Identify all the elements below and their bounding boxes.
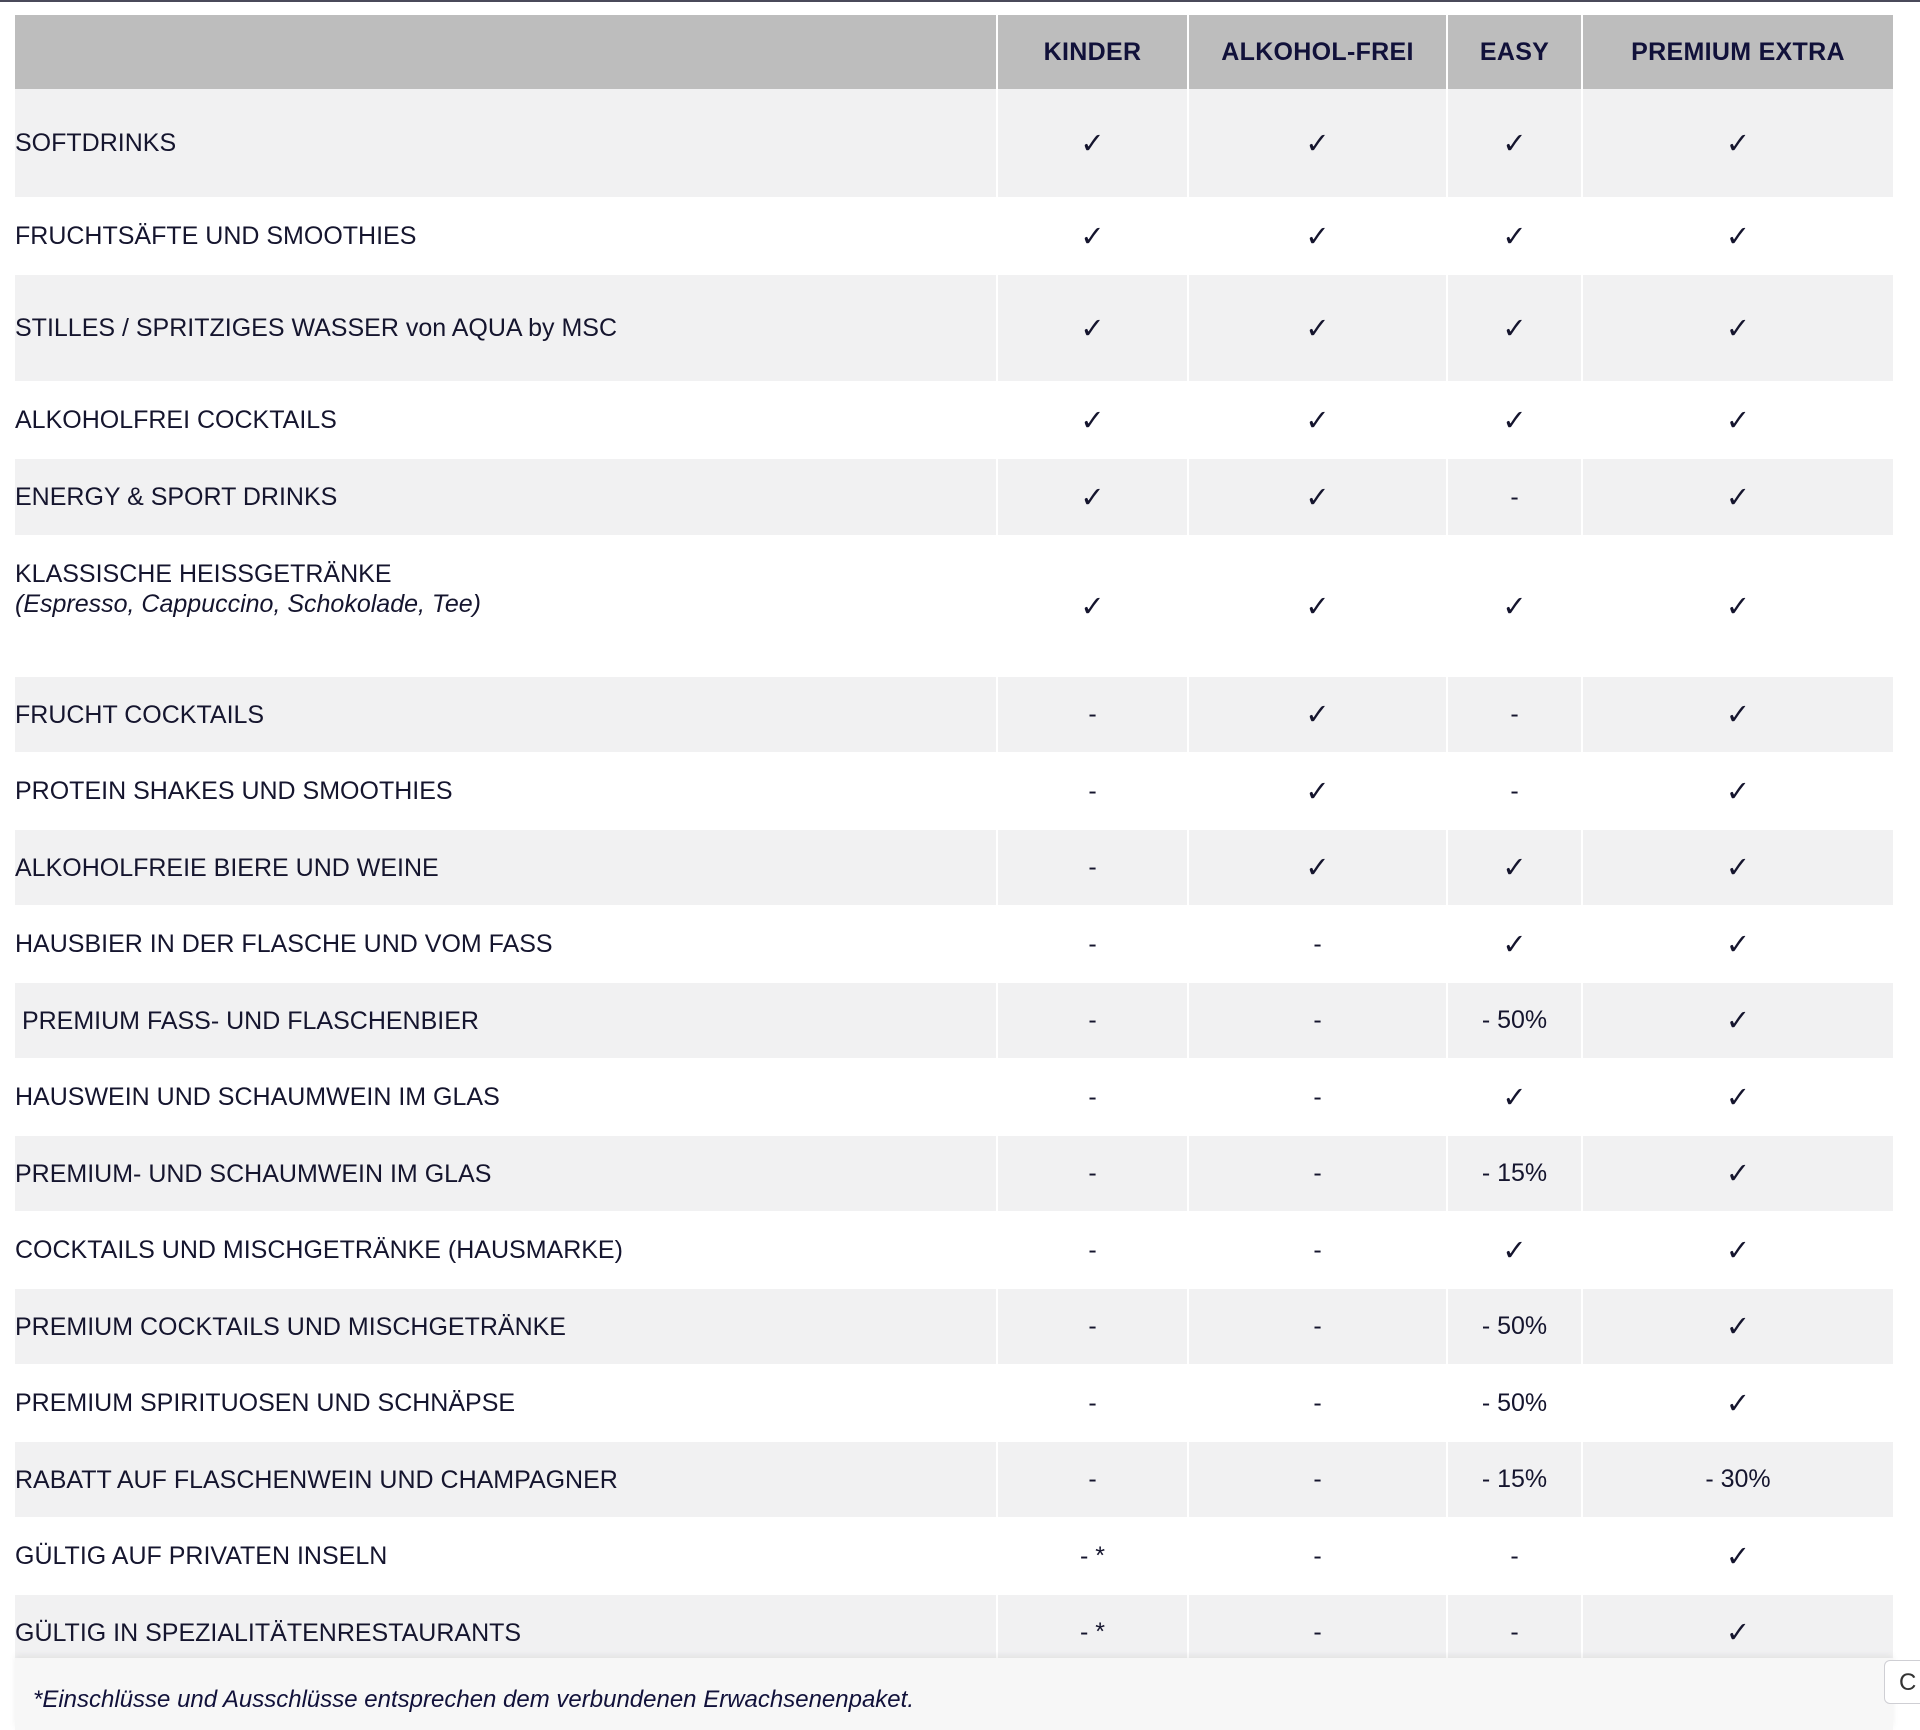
cell-alkohol-frei: - — [1188, 1211, 1447, 1289]
table-row — [15, 752, 1893, 830]
feature-cell — [15, 1364, 997, 1442]
feature-cell — [15, 1442, 997, 1517]
cell-alkohol-frei: - — [1188, 1058, 1447, 1136]
feature-cell — [15, 459, 997, 535]
cell-kinder: - — [997, 830, 1188, 905]
table-row — [15, 197, 1893, 275]
cell-alkohol-frei: ✓ — [1188, 89, 1447, 197]
cell-alkohol-frei: ✓ — [1188, 381, 1447, 459]
feature-cell — [15, 89, 997, 197]
table-header-row — [15, 15, 1893, 89]
feature-cell — [15, 1136, 997, 1211]
cell-alkohol-frei: - — [1188, 1364, 1447, 1442]
cell-kinder: - — [997, 677, 1188, 752]
cell-easy: ✓ — [1447, 535, 1582, 677]
cell-kinder: - * — [997, 1595, 1188, 1670]
table-row — [15, 830, 1893, 905]
cell-premium-extra: ✓ — [1582, 535, 1893, 677]
table-row — [15, 1364, 1893, 1442]
cell-kinder: - — [997, 905, 1188, 983]
feature-label: STILLES / SPRITZIGES WASSER von AQUA by MSC — [15, 314, 618, 342]
feature-label: GÜLTIG IN SPEZIALITÄTENRESTAURANTS — [15, 1618, 522, 1647]
cell-alkohol-frei: ✓ — [1188, 752, 1447, 830]
cell-alkohol-frei: ✓ — [1188, 275, 1447, 381]
feature-label: PREMIUM COCKTAILS UND MISCHGETRÄNKE — [15, 1312, 566, 1341]
feature-label: ALKOHOLFREI COCKTAILS — [15, 406, 337, 434]
feature-cell — [15, 1517, 997, 1595]
header-easy: EASY — [1447, 15, 1582, 89]
cell-premium-extra: ✓ — [1582, 752, 1893, 830]
table-row — [15, 1442, 1893, 1517]
feature-label: ENERGY & SPORT DRINKS — [15, 483, 338, 511]
cell-premium-extra: ✓ — [1582, 1595, 1893, 1670]
cell-kinder: ✓ — [997, 197, 1188, 275]
feature-label: FRUCHT COCKTAILS — [15, 700, 265, 729]
feature-cell — [15, 1211, 997, 1289]
cell-easy: - 15% — [1447, 1442, 1582, 1517]
feature-cell — [15, 1058, 997, 1136]
cell-easy: - — [1447, 459, 1582, 535]
cell-easy: ✓ — [1447, 905, 1582, 983]
cell-alkohol-frei: - — [1188, 1136, 1447, 1211]
cell-premium-extra: ✓ — [1582, 677, 1893, 752]
feature-cell — [15, 752, 997, 830]
cell-premium-extra: ✓ — [1582, 275, 1893, 381]
feature-label: COCKTAILS UND MISCHGETRÄNKE (HAUSMARKE) — [15, 1236, 623, 1264]
feature-label: HAUSBIER IN DER FLASCHE UND VOM FASS — [15, 930, 553, 958]
cell-alkohol-frei: ✓ — [1188, 459, 1447, 535]
cell-premium-extra: ✓ — [1582, 1517, 1893, 1595]
cell-premium-extra: ✓ — [1582, 459, 1893, 535]
table-row — [15, 459, 1893, 535]
cell-kinder: - * — [997, 1517, 1188, 1595]
header-kinder: KINDER — [997, 15, 1188, 89]
feature-label: KLASSISCHE HEISSGETRÄNKE — [15, 560, 392, 588]
cell-easy: - — [1447, 752, 1582, 830]
cell-easy: ✓ — [1447, 197, 1582, 275]
cell-alkohol-frei: - — [1188, 1442, 1447, 1517]
cell-alkohol-frei: - — [1188, 1517, 1447, 1595]
cell-alkohol-frei: ✓ — [1188, 535, 1447, 677]
cell-kinder: ✓ — [997, 535, 1188, 677]
feature-label: FRUCHTSÄFTE UND SMOOTHIES — [15, 222, 417, 250]
cell-premium-extra: ✓ — [1582, 1136, 1893, 1211]
feature-cell — [15, 905, 997, 983]
cell-easy: - 15% — [1447, 1136, 1582, 1211]
cell-premium-extra: ✓ — [1582, 905, 1893, 983]
feature-label: PREMIUM FASS- UND FLASCHENBIER — [15, 1006, 479, 1035]
feature-label: PROTEIN SHAKES UND SMOOTHIES — [15, 777, 453, 805]
cell-kinder: ✓ — [997, 89, 1188, 197]
feature-cell — [15, 535, 997, 677]
cell-easy: ✓ — [1447, 1211, 1582, 1289]
table-row — [15, 275, 1893, 381]
feature-cell — [15, 677, 997, 752]
footnote-text: *Einschlüsse und Ausschlüsse entsprechen dem verbundenen Erwachsenenpaket. — [33, 1686, 914, 1713]
cell-easy: - 50% — [1447, 1364, 1582, 1442]
cell-kinder: - — [997, 983, 1188, 1058]
cell-easy: ✓ — [1447, 1058, 1582, 1136]
cell-easy: - — [1447, 1517, 1582, 1595]
cell-easy: ✓ — [1447, 275, 1582, 381]
cell-premium-extra: ✓ — [1582, 983, 1893, 1058]
cell-kinder: - — [997, 1211, 1188, 1289]
header-feature — [15, 15, 997, 89]
footnote-bar — [15, 1658, 1893, 1730]
feature-label: HAUSWEIN UND SCHAUMWEIN IM GLAS — [15, 1083, 500, 1111]
top-border — [0, 0, 1920, 2]
cell-alkohol-frei: ✓ — [1188, 197, 1447, 275]
feature-cell — [15, 830, 997, 905]
feature-label: ALKOHOLFREIE BIERE UND WEINE — [15, 853, 439, 882]
table-row — [15, 905, 1893, 983]
cell-premium-extra: - 30% — [1582, 1442, 1893, 1517]
table-row — [15, 1289, 1893, 1364]
feature-label: SOFTDRINKS — [15, 129, 177, 157]
cell-easy: ✓ — [1447, 830, 1582, 905]
cell-easy: ✓ — [1447, 381, 1582, 459]
cell-premium-extra: ✓ — [1582, 1289, 1893, 1364]
table-row — [15, 1058, 1893, 1136]
cell-premium-extra: ✓ — [1582, 1058, 1893, 1136]
feature-cell — [15, 197, 997, 275]
feature-sublabel: (Espresso, Cappuccino, Schokolade, Tee) — [15, 590, 482, 618]
feature-label: PREMIUM SPIRITUOSEN UND SCHNÄPSE — [15, 1389, 516, 1417]
cell-alkohol-frei: ✓ — [1188, 677, 1447, 752]
cell-premium-extra: ✓ — [1582, 1364, 1893, 1442]
cell-kinder: - — [997, 1364, 1188, 1442]
corner-button[interactable]: C — [1884, 1660, 1920, 1704]
cell-easy: - — [1447, 1595, 1582, 1670]
cell-kinder: ✓ — [997, 459, 1188, 535]
cell-premium-extra: ✓ — [1582, 381, 1893, 459]
cell-alkohol-frei: - — [1188, 1289, 1447, 1364]
cell-premium-extra: ✓ — [1582, 1211, 1893, 1289]
header-alkohol-frei: ALKOHOL-FREI — [1188, 15, 1447, 89]
cell-kinder: - — [997, 752, 1188, 830]
feature-cell — [15, 1289, 997, 1364]
drink-package-table — [15, 15, 1893, 1670]
cell-alkohol-frei: - — [1188, 1595, 1447, 1670]
table-row — [15, 381, 1893, 459]
table-row — [15, 535, 1893, 677]
cell-easy: ✓ — [1447, 89, 1582, 197]
table-row — [15, 983, 1893, 1058]
feature-cell — [15, 381, 997, 459]
table-row — [15, 89, 1893, 197]
cell-kinder: - — [997, 1289, 1188, 1364]
table-row — [15, 677, 1893, 752]
cell-alkohol-frei: - — [1188, 905, 1447, 983]
cell-easy: - 50% — [1447, 1289, 1582, 1364]
cell-premium-extra: ✓ — [1582, 89, 1893, 197]
table-row — [15, 1517, 1893, 1595]
cell-alkohol-frei: ✓ — [1188, 830, 1447, 905]
cell-kinder: ✓ — [997, 275, 1188, 381]
cell-premium-extra: ✓ — [1582, 197, 1893, 275]
cell-kinder: - — [997, 1058, 1188, 1136]
cell-easy: - — [1447, 677, 1582, 752]
cell-premium-extra: ✓ — [1582, 830, 1893, 905]
feature-label: GÜLTIG AUF PRIVATEN INSELN — [15, 1542, 388, 1570]
feature-cell — [15, 983, 997, 1058]
cell-kinder: - — [997, 1442, 1188, 1517]
cell-alkohol-frei: - — [1188, 983, 1447, 1058]
cell-easy: - 50% — [1447, 983, 1582, 1058]
cell-kinder: ✓ — [997, 381, 1188, 459]
table-body — [15, 89, 1893, 1670]
feature-label: RABATT AUF FLASCHENWEIN UND CHAMPAGNER — [15, 1465, 618, 1494]
table-row — [15, 1211, 1893, 1289]
feature-cell — [15, 275, 997, 381]
cell-kinder: - — [997, 1136, 1188, 1211]
header-premium-extra: PREMIUM EXTRA — [1582, 15, 1893, 89]
table-row — [15, 1136, 1893, 1211]
feature-label: PREMIUM- UND SCHAUMWEIN IM GLAS — [15, 1159, 492, 1188]
